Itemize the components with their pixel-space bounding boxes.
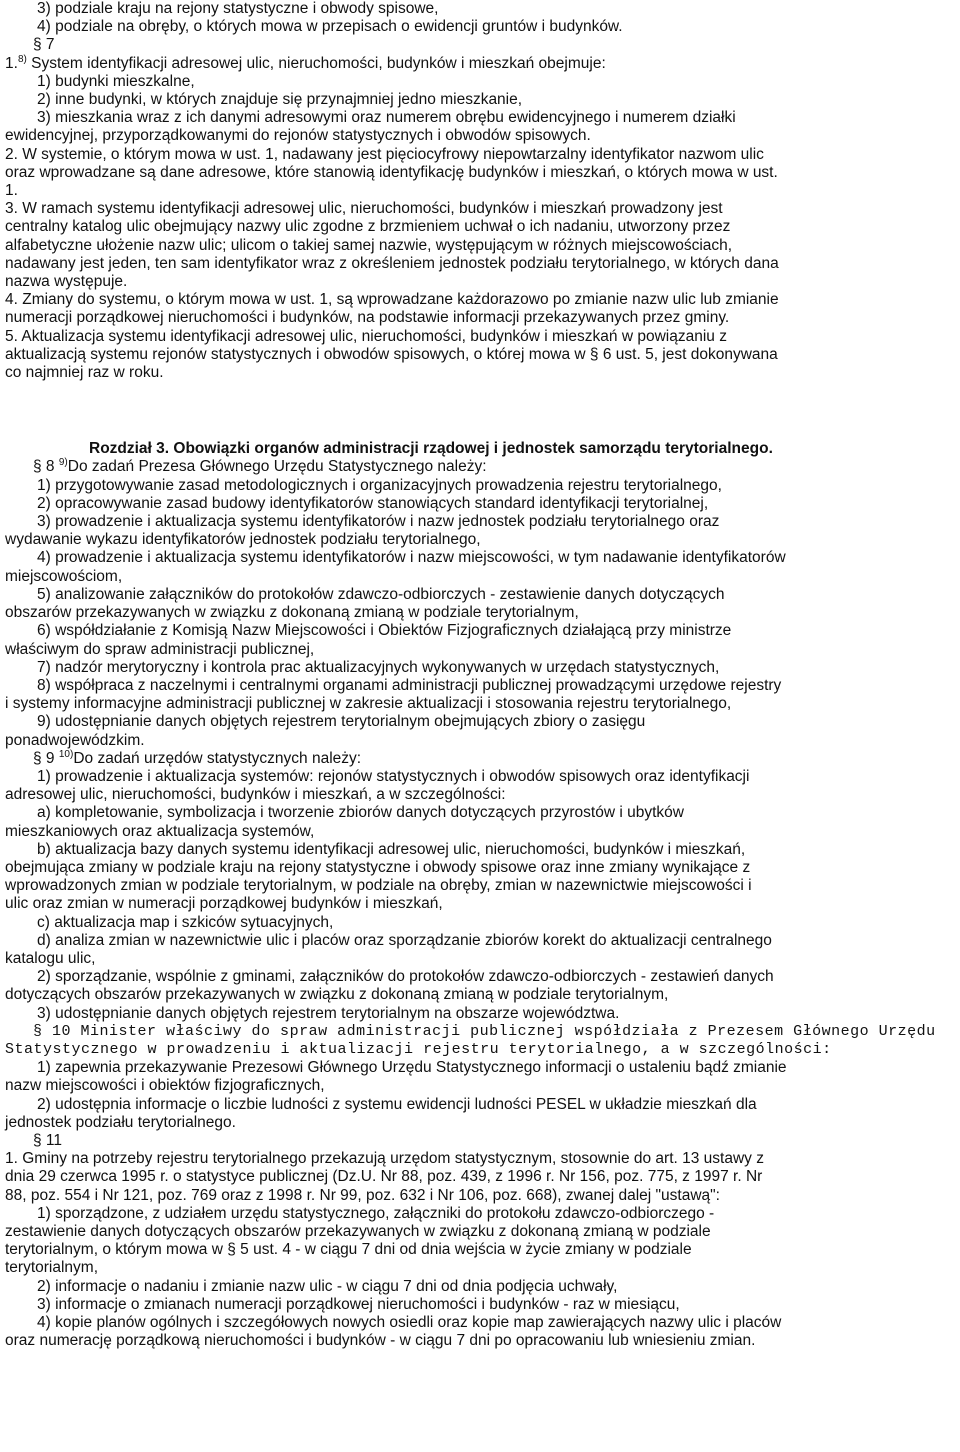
list-item: 1) zapewnia przekazywanie Prezesowi Głównego Urzędu Statystycznego informacji o ustaleniu bądź zmianie xyxy=(37,1059,787,1077)
list-item: ponadwojewódzkim. xyxy=(5,731,145,749)
list-item: 3) informacje o zmianach numeracji porządkowej nieruchomości i budynków - raz w miesiącu, xyxy=(37,1295,680,1313)
list-item: adresowej ulic, nieruchomości, budynków i mieszkań, a w szczególności: xyxy=(5,786,506,804)
paragraph-line: 4. Zmiany do systemu, o którym mowa w ust. 1, są wprowadzane każdorazowo po zmianie nazw ulic lub zmianie xyxy=(5,291,779,309)
chapter-title: Rozdział 3. Obowiązki organów administracji rządowej i jednostek samorządu terytorialnego. xyxy=(89,440,773,458)
section-heading-7: § 7 xyxy=(33,36,55,54)
list-item: 1) sporządzone, z udziałem urzędu statystycznego, załączniki do protokołu zdawczo-odbiorczego - xyxy=(37,1204,715,1222)
list-item: 1. Gminy na potrzeby rejestru terytorialnego przekazują urzędom statystycznym, stosownie do art. 13 ustawy z xyxy=(5,1150,764,1168)
section-intro: Do zadań urzędów statystycznych należy: xyxy=(73,749,362,767)
list-item: 2) inne budynki, w których znajduje się przynajmniej jedno mieszkanie, xyxy=(37,91,523,109)
list-item: 2) sporządzanie, wspólnie z gminami, załączników do protokołów zdawczo-odbiorczych - zestawień danych xyxy=(37,968,774,986)
list-item: terytorialnym, xyxy=(5,1259,99,1277)
list-item: oraz numerację porządkową nieruchomości i budynków - w ciągu 7 dni po opracowaniu lub wniesieniu zmian. xyxy=(5,1332,756,1350)
list-item: mieszkaniowych oraz aktualizacja systemów, xyxy=(5,822,315,840)
section-8-items xyxy=(5,477,955,750)
list-item: 1) budynki mieszkalne, xyxy=(37,72,195,90)
paragraph-line: 3. W ramach systemu identyfikacji adresowej ulic, nieruchomości, budynków i mieszkań prowadzony jest xyxy=(5,200,723,218)
section-9-items xyxy=(5,768,955,1023)
section-number: § 8 xyxy=(33,458,55,476)
section-heading-9 xyxy=(5,750,955,768)
paragraph-text: System identyfikacji adresowej ulic, nieruchomości, budynków i mieszkań obejmuje: xyxy=(26,54,606,72)
list-item: wprowadzonych zmian w podziale terytorialnym, w podziale na obręby, zmian w nazewnictwie miejscowości i xyxy=(5,877,752,895)
list-item: 1) prowadzenie i aktualizacja systemów: rejonów statystycznych i obwodów spisowych oraz identyfikacji xyxy=(37,767,750,785)
list-item: i systemy informacyjne administracji publicznej w zakresie aktualizacji i stosowania rejestru terytorialnego, xyxy=(5,695,732,713)
section-number: § 10 xyxy=(33,1022,72,1040)
list-item: b) aktualizacja bazy danych systemu identyfikacji adresowej ulic, nieruchomości, budynków i mieszkań, xyxy=(37,840,746,858)
list-item: d) analiza zmian w nazewnictwie ulic i placów oraz sporządzanie zbiorów korekt do aktualizacji centralnego xyxy=(37,931,772,949)
paragraph-line: 5. Aktualizacja systemu identyfikacji adresowej ulic, nieruchomości, budynków i mieszkań w powiązaniu z xyxy=(5,327,727,345)
paragraph-line: oraz wprowadzane są dane adresowe, które stanowią identyfikację budynków i mieszkań, o których mowa w ust. xyxy=(5,163,778,181)
section-intro-cont: Statystycznego w prowadzeniu i aktualizacji rejestru terytorialnego, a w szczególności: xyxy=(5,1040,832,1058)
list-item: jednostek podziału terytorialnego. xyxy=(5,1113,236,1131)
paragraph-line: co najmniej raz w roku. xyxy=(5,364,164,382)
list-item: obejmująca zmiany w podziale kraju na rejony statystyczne i obwody spisowe oraz inne zmiany wynikające z xyxy=(5,858,751,876)
list-item: 3) mieszkania wraz z ich danymi adresowymi oraz numerem obrębu ewidencyjnego i numerem działki xyxy=(37,109,736,127)
list-item: wydawanie wykazu identyfikatorów jednostek podziału terytorialnego, xyxy=(5,531,481,549)
list-item: 4) prowadzenie i aktualizacja systemu identyfikatorów i nazw miejscowości, w tym nadawanie identyfikatorów xyxy=(37,549,786,567)
list-item: 2) udostępnia informacje o liczbie ludności z systemu ewidencji ludności PESEL w układzie mieszkań dla xyxy=(37,1095,757,1113)
spacer xyxy=(5,382,955,436)
list-item: 8) współpraca z naczelnymi i centralnymi organami administracji publicznej prowadzącymi urzędowe rejestry xyxy=(37,676,782,694)
section-11-items xyxy=(5,1150,955,1350)
list-item: 3) udostępnianie danych objętych rejestrem terytorialnym na obszarze województwa. xyxy=(37,1004,620,1022)
list-item: a) kompletowanie, symbolizacja i tworzenie zbiorów danych dotyczących przyrostów i ubytków xyxy=(37,804,684,822)
footnote-ref: 9) xyxy=(58,457,68,469)
paragraph-number: 1. xyxy=(5,54,18,72)
list-item: obszarów przekazywanych w związku z dokonaną zmianą w podziale terytorialnym, xyxy=(5,604,579,622)
list-item: terytorialnym, o którym mowa w § 5 ust. 4 - w ciągu 7 dni od dnia wejścia w życie zmiany w podziale xyxy=(5,1241,692,1259)
list-item: miejscowościom, xyxy=(5,567,123,585)
section-intro: Minister właściwy do spraw administracji publicznej współdziała z Prezesem Głównego Urzędu xyxy=(80,1022,936,1040)
list-item: właściwym do spraw administracji publicznej, xyxy=(5,640,315,658)
paragraph-line: nazwa występuje. xyxy=(5,273,128,291)
list-item: 3) prowadzenie i aktualizacja systemu identyfikatorów i nazw jednostek podziału terytorialnego oraz xyxy=(37,513,720,531)
list-item: 2) informacje o nadaniu i zmianie nazw ulic - w ciągu 7 dni od dnia podjęcia uchwały, xyxy=(37,1277,618,1295)
paragraph-line: alfabetyczne ułożenie nazw ulic; ulicom o takiej samej nazwie, występującym w różnych miejscowościach, xyxy=(5,236,733,254)
list-item: 1) przygotowywanie zasad metodologicznych i organizacyjnych prowadzenia rejestru terytorialnego, xyxy=(37,476,722,494)
paragraph-line: aktualizacją systemu rejonów statystycznych i obwodów spisowych, o której mowa w § 6 ust. 5, jest dokonywana xyxy=(5,345,778,363)
paragraph-line xyxy=(5,55,955,73)
list-item: dnia 29 czerwca 1995 r. o statystyce publicznej (Dz.U. Nr 88, poz. 439, z 1996 r. Nr 156, poz. 775, z 1997 r. Nr xyxy=(5,1168,763,1186)
list-item: dotyczących obszarów przekazywanych w związku z dokonaną zmianą w podziale terytorialnym, xyxy=(5,986,669,1004)
section-intro: Do zadań Prezesa Głównego Urzędu Statystycznego należy: xyxy=(67,458,487,476)
list-item: 9) udostępnianie danych objętych rejestrem terytorialnym obejmujących zbiory o zasięgu xyxy=(37,713,646,731)
paragraph-line: 2. W systemie, o którym mowa w ust. 1, nadawany jest pięciocyfrowy niepowtarzalny identyfikator nazwom ulic xyxy=(5,145,764,163)
section-heading-10 xyxy=(5,1023,955,1041)
section-number: § 9 xyxy=(33,749,55,767)
list-item: 3) podziale kraju na rejony statystyczne i obwody spisowe, xyxy=(37,0,439,17)
footnote-ref: 8) xyxy=(17,53,27,65)
footnote-ref: 10) xyxy=(58,748,74,760)
list-item: 4) podziale na obręby, o których mowa w przepisach o ewidencji gruntów i budynków. xyxy=(37,18,623,36)
list-item: zestawienie danych dotyczących obszarów przekazywanych w związku z dokonaną zmianą w podziale xyxy=(5,1223,711,1240)
list-item: ulic oraz zmian w numeracji porządkowej budynków i mieszkań, xyxy=(5,895,443,913)
paragraph-line: nadawany jest jeden, ten sam identyfikator wraz z określeniem jednostek podziału terytorialnego, w których dana xyxy=(5,254,779,272)
paragraph-line: centralny katalog ulic obejmujący nazwy ulic zgodne z brzmieniem uchwał o ich nadaniu, utworzony przez xyxy=(5,218,731,236)
list-item: 5) analizowanie załączników do protokołów zdawczo-odbiorczych - zestawienie danych dotyczących xyxy=(37,585,725,603)
list-item: 2) opracowywanie zasad budowy identyfikatorów stanowiących standard identyfikacji terytorialnej, xyxy=(37,494,709,512)
list-item: 4) kopie planów ogólnych i szczegółowych nowych osiedli oraz kopie map zawierających nazwy ulic i placów xyxy=(37,1314,782,1332)
list-item: 7) nadzór merytoryczny i kontrola prac aktualizacyjnych wykonywanych w urzędach statystycznych, xyxy=(37,658,720,676)
list-item: katalogu ulic, xyxy=(5,949,96,967)
section-heading-11: § 11 xyxy=(33,1131,63,1149)
list-item: 88, poz. 554 i Nr 121, poz. 769 oraz z 1998 r. Nr 99, poz. 632 i Nr 106, poz. 668), zwanej dalej "ustawą": xyxy=(5,1186,720,1204)
section-heading-8 xyxy=(5,458,955,476)
section-10-items xyxy=(5,1059,955,1132)
list-item: c) aktualizacja map i szkiców sytuacyjnych, xyxy=(37,913,334,931)
list-item: 6) współdziałanie z Komisją Nazw Miejscowości i Obiektów Fizjograficznych działającą przy ministrze xyxy=(37,622,732,640)
paragraph-line: 1. xyxy=(5,182,18,200)
paragraph-line: numeracji porządkowej nieruchomości i budynków, na podstawie informacji przekazywanych przez gminy. xyxy=(5,309,730,327)
list-item: ewidencyjnej, przyporządkowanymi do rejonów statystycznych i obwodów spisowych. xyxy=(5,127,591,145)
list-item: nazw miejscowości i obiektów fizjograficznych, xyxy=(5,1077,325,1095)
